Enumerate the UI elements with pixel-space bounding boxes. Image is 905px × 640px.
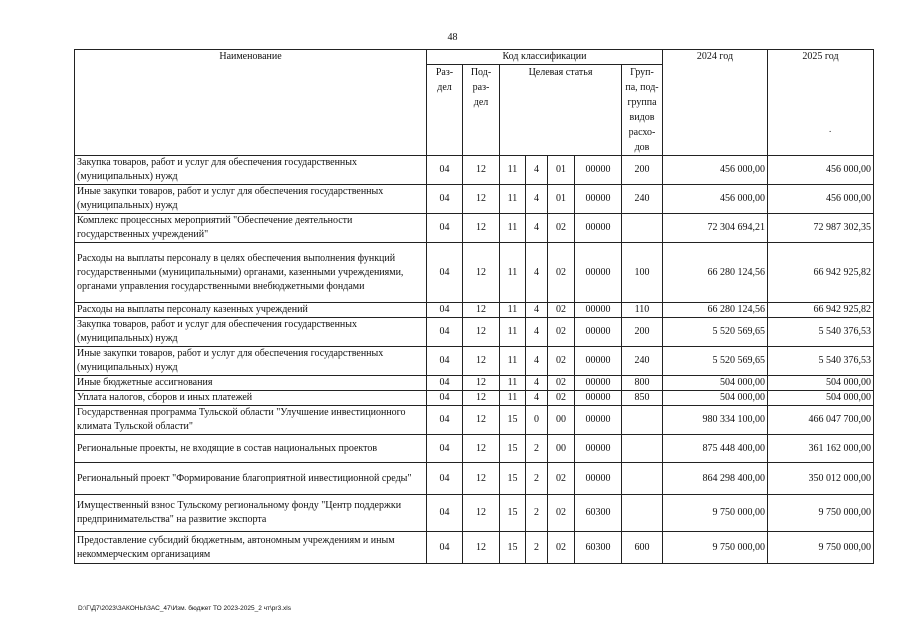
row-target-program: 11 [500, 376, 526, 391]
row-amount-2024: 456 000,00 [663, 156, 768, 185]
row-section: 04 [427, 532, 463, 564]
row-amount-2024: 504 000,00 [663, 376, 768, 391]
row-section: 04 [427, 243, 463, 303]
row-amount-2024: 9 750 000,00 [663, 495, 768, 532]
row-expense-group: 800 [622, 376, 663, 391]
row-amount-2025: 456 000,00 [768, 185, 874, 214]
row-expense-group: 600 [622, 532, 663, 564]
row-expense-group [622, 214, 663, 243]
row-target-subprogram: 2 [526, 532, 548, 564]
row-target-direction: 00000 [575, 318, 622, 347]
row-subsection: 12 [463, 318, 500, 347]
row-target-direction: 00000 [575, 347, 622, 376]
row-target-subprogram: 4 [526, 185, 548, 214]
row-target-program: 15 [500, 532, 526, 564]
row-target-subprogram: 0 [526, 406, 548, 435]
row-subsection: 12 [463, 391, 500, 406]
row-expense-group: 110 [622, 303, 663, 318]
row-target-program: 15 [500, 463, 526, 495]
row-subsection: 12 [463, 156, 500, 185]
row-name: Расходы на выплаты персоналу казенных учреждений [75, 303, 427, 318]
page-number: 48 [447, 32, 458, 43]
row-section: 04 [427, 185, 463, 214]
row-target-program: 11 [500, 318, 526, 347]
row-section: 04 [427, 347, 463, 376]
row-subsection: 12 [463, 376, 500, 391]
row-subsection: 12 [463, 532, 500, 564]
row-target-subprogram: 4 [526, 243, 548, 303]
row-expense-group [622, 495, 663, 532]
row-target-program: 11 [500, 347, 526, 376]
row-subsection: 12 [463, 185, 500, 214]
row-expense-group [622, 463, 663, 495]
row-target-event: 02 [548, 495, 575, 532]
row-name: Закупка товаров, работ и услуг для обеспечения государственных (муниципальных) нужд [75, 156, 427, 185]
row-target-event: 02 [548, 318, 575, 347]
row-target-program: 11 [500, 243, 526, 303]
table-body [75, 156, 874, 564]
row-target-program: 15 [500, 435, 526, 463]
row-target-event: 00 [548, 406, 575, 435]
row-target-direction: 00000 [575, 463, 622, 495]
row-amount-2024: 875 448 400,00 [663, 435, 768, 463]
row-amount-2024: 9 750 000,00 [663, 532, 768, 564]
row-target-event: 02 [548, 347, 575, 376]
row-section: 04 [427, 391, 463, 406]
row-subsection: 12 [463, 495, 500, 532]
row-section: 04 [427, 156, 463, 185]
row-target-direction: 00000 [575, 376, 622, 391]
row-section: 04 [427, 406, 463, 435]
row-target-subprogram: 2 [526, 435, 548, 463]
row-amount-2025: 72 987 302,35 [768, 214, 874, 243]
row-target-direction: 00000 [575, 435, 622, 463]
row-amount-2025: 504 000,00 [768, 376, 874, 391]
row-target-direction: 00000 [575, 214, 622, 243]
row-expense-group: 100 [622, 243, 663, 303]
row-section: 04 [427, 303, 463, 318]
row-amount-2024: 980 334 100,00 [663, 406, 768, 435]
row-expense-group [622, 435, 663, 463]
row-target-event: 00 [548, 435, 575, 463]
row-amount-2024: 66 280 124,56 [663, 303, 768, 318]
row-amount-2024: 504 000,00 [663, 391, 768, 406]
row-amount-2025: 456 000,00 [768, 156, 874, 185]
row-subsection: 12 [463, 463, 500, 495]
row-target-program: 15 [500, 406, 526, 435]
header-code: Код классификации [427, 50, 663, 65]
row-name: Закупка товаров, работ и услуг для обеспечения государственных (муниципальных) нужд [75, 318, 427, 347]
row-amount-2025: 9 750 000,00 [768, 532, 874, 564]
row-amount-2025: 5 540 376,53 [768, 318, 874, 347]
row-amount-2024: 72 304 694,21 [663, 214, 768, 243]
row-target-event: 02 [548, 214, 575, 243]
row-target-subprogram: 4 [526, 347, 548, 376]
row-amount-2024: 5 520 569,65 [663, 318, 768, 347]
row-target-subprogram: 4 [526, 214, 548, 243]
row-subsection: 12 [463, 214, 500, 243]
row-target-direction: 00000 [575, 185, 622, 214]
stray-mark: . [829, 124, 832, 134]
row-target-direction: 00000 [575, 243, 622, 303]
row-target-event: 02 [548, 391, 575, 406]
header-name: Наименование [75, 50, 427, 156]
row-name: Иные закупки товаров, работ и услуг для обеспечения государственных (муниципальных) нужд [75, 185, 427, 214]
row-amount-2025: 466 047 700,00 [768, 406, 874, 435]
row-section: 04 [427, 435, 463, 463]
row-target-event: 02 [548, 243, 575, 303]
row-section: 04 [427, 376, 463, 391]
row-name: Расходы на выплаты персоналу в целях обеспечения выполнения функций государственными (муниципальными) органами, казенными учреждениями, органами управления государственными внебюджетными фондами [75, 243, 427, 303]
row-section: 04 [427, 463, 463, 495]
row-target-event: 02 [548, 376, 575, 391]
row-target-subprogram: 2 [526, 495, 548, 532]
row-amount-2024: 5 520 569,65 [663, 347, 768, 376]
row-target-event: 02 [548, 303, 575, 318]
row-target-program: 11 [500, 156, 526, 185]
row-subsection: 12 [463, 406, 500, 435]
row-target-direction: 00000 [575, 156, 622, 185]
row-name: Предоставление субсидий бюджетным, автономным учреждениям и иным некоммерческим организациям [75, 532, 427, 564]
row-target-subprogram: 4 [526, 376, 548, 391]
row-amount-2025: 361 162 000,00 [768, 435, 874, 463]
table-row [75, 463, 874, 495]
row-amount-2025: 504 000,00 [768, 391, 874, 406]
row-target-direction: 00000 [575, 406, 622, 435]
table-header [75, 50, 874, 156]
row-amount-2024: 456 000,00 [663, 185, 768, 214]
row-target-event: 01 [548, 185, 575, 214]
row-target-event: 02 [548, 532, 575, 564]
row-target-program: 11 [500, 391, 526, 406]
table-row [75, 156, 874, 185]
table-row [75, 532, 874, 564]
row-target-subprogram: 4 [526, 303, 548, 318]
row-section: 04 [427, 214, 463, 243]
table-row [75, 347, 874, 376]
table-row [75, 214, 874, 243]
row-subsection: 12 [463, 347, 500, 376]
table-row [75, 303, 874, 318]
row-amount-2025: 350 012 000,00 [768, 463, 874, 495]
row-expense-group [622, 406, 663, 435]
file-path-footer: D:\Г\Д7\2023\ЗАКОНЫ\ЗАС_47\Изм. бюджет ТО 2023-2025_2 чт\pr3.xls [78, 605, 291, 612]
table-row [75, 406, 874, 435]
header-target-article: Целевая статья [500, 65, 622, 156]
row-target-program: 15 [500, 495, 526, 532]
table-row [75, 435, 874, 463]
row-target-direction: 60300 [575, 495, 622, 532]
header-2024: 2024 год [663, 50, 768, 156]
row-name: Комплекс процессных мероприятий "Обеспечение деятельности государственных учреждений" [75, 214, 427, 243]
header-section: Раз- дел [427, 65, 463, 156]
table-row [75, 185, 874, 214]
table-row [75, 318, 874, 347]
row-target-subprogram: 2 [526, 463, 548, 495]
row-amount-2024: 66 280 124,56 [663, 243, 768, 303]
row-name: Иные бюджетные ассигнования [75, 376, 427, 391]
row-expense-group: 240 [622, 185, 663, 214]
row-name: Имущественный взнос Тульскому региональному фонду "Центр поддержки предпринимательства" на развитие экспорта [75, 495, 427, 532]
budget-table [74, 49, 874, 564]
row-amount-2025: 66 942 925,82 [768, 303, 874, 318]
row-section: 04 [427, 495, 463, 532]
row-expense-group: 200 [622, 156, 663, 185]
row-target-subprogram: 4 [526, 318, 548, 347]
row-target-subprogram: 4 [526, 391, 548, 406]
row-target-event: 02 [548, 463, 575, 495]
table-row [75, 376, 874, 391]
row-target-direction: 60300 [575, 532, 622, 564]
row-amount-2025: 5 540 376,53 [768, 347, 874, 376]
header-2025: 2025 год [768, 50, 874, 156]
row-target-direction: 00000 [575, 303, 622, 318]
row-section: 04 [427, 318, 463, 347]
row-subsection: 12 [463, 435, 500, 463]
header-subsection: Под- раз- дел [463, 65, 500, 156]
table-row [75, 495, 874, 532]
table-row [75, 391, 874, 406]
row-target-subprogram: 4 [526, 156, 548, 185]
row-target-event: 01 [548, 156, 575, 185]
row-expense-group: 200 [622, 318, 663, 347]
row-target-program: 11 [500, 303, 526, 318]
row-expense-group: 240 [622, 347, 663, 376]
row-target-program: 11 [500, 185, 526, 214]
table-row [75, 243, 874, 303]
row-amount-2025: 9 750 000,00 [768, 495, 874, 532]
row-name: Региональные проекты, не входящие в состав национальных проектов [75, 435, 427, 463]
row-target-program: 11 [500, 214, 526, 243]
row-expense-group: 850 [622, 391, 663, 406]
header-expense-group: Груп- па, под- группа видов расхо- дов [622, 65, 663, 156]
row-amount-2025: 66 942 925,82 [768, 243, 874, 303]
row-name: Государственная программа Тульской области "Улучшение инвестиционного климата Тульской области" [75, 406, 427, 435]
row-amount-2024: 864 298 400,00 [663, 463, 768, 495]
row-target-direction: 00000 [575, 391, 622, 406]
row-subsection: 12 [463, 243, 500, 303]
row-name: Уплата налогов, сборов и иных платежей [75, 391, 427, 406]
row-name: Региональный проект "Формирование благоприятной инвестиционной среды" [75, 463, 427, 495]
row-subsection: 12 [463, 303, 500, 318]
row-name: Иные закупки товаров, работ и услуг для обеспечения государственных (муниципальных) нужд [75, 347, 427, 376]
